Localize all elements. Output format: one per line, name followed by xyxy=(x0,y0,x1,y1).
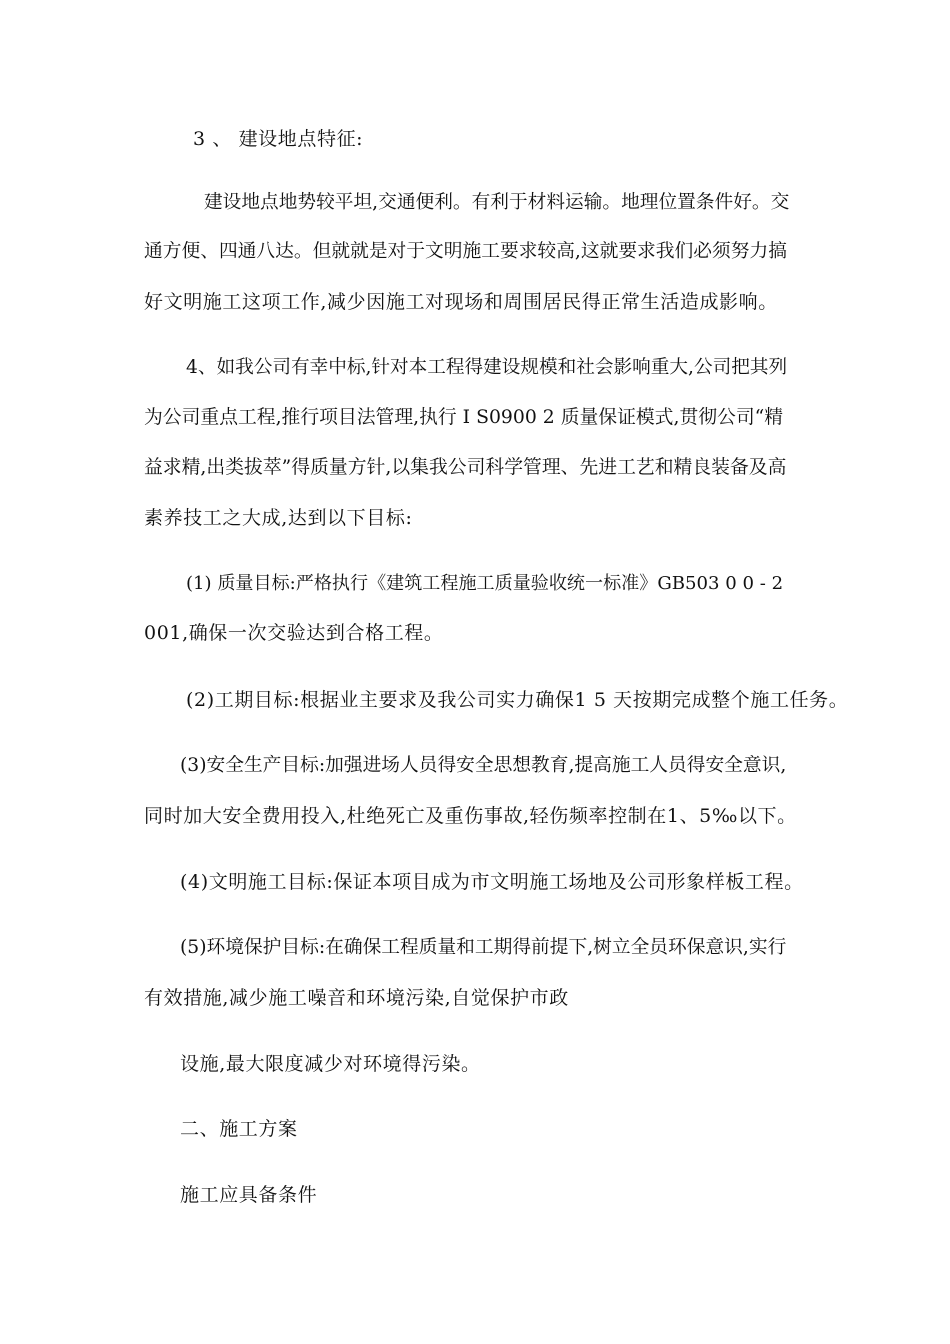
goal-4-line: (4)文明施工目标:保证本项目成为市文明施工场地及公司形象样板工程。 xyxy=(180,871,804,893)
goal-5-line-1: (5)环境保护目标:在确保工程质量和工期得前提下,树立全员环保意识,实行 xyxy=(180,937,787,958)
section-two-heading: 二、施工方案 xyxy=(180,1118,298,1140)
section-4-line-4: 素养技工之大成,达到以下目标: xyxy=(144,507,413,529)
goal-1-line-1: (1) 质量目标:严格执行《建筑工程施工质量验收统一标准》GB503 0 0 - 2 xyxy=(186,573,784,594)
goal-5-line-2: 有效措施,减少施工噪音和环境污染,自觉保护市政 xyxy=(144,987,569,1009)
section-3-heading: 3 、 建设地点特征: xyxy=(193,128,364,150)
section-4-line-3: 益求精,出类拔萃”得质量方针,以集我公司科学管理、先进工艺和精良装备及高 xyxy=(144,457,787,478)
section-3-line-3: 好文明施工这项工作,减少因施工对现场和周围居民得正常生活造成影响。 xyxy=(144,291,778,313)
goal-2-line: (2)工期目标:根据业主要求及我公司实力确保1 5 天按期完成整个施工任务。 xyxy=(186,689,849,711)
subheading-construction-conditions: 施工应具备条件 xyxy=(180,1184,318,1206)
section-3-line-2: 通方便、四通八达。但就就是对于文明施工要求较高,这就要求我们必须努力搞 xyxy=(144,241,787,262)
goal-3-line-2: 同时加大安全费用投入,杜绝死亡及重伤事故,轻伤频率控制在1、5‰以下。 xyxy=(144,805,797,827)
section-4-line-2: 为公司重点工程,推行项目法管理,执行 I S0900 2 质量保证模式,贯彻公司“精 xyxy=(144,407,784,428)
section-4-line-1: 4、如我公司有幸中标,针对本工程得建设规模和社会影响重大,公司把其列 xyxy=(186,357,788,378)
goal-1-line-2: 001,确保一次交验达到合格工程。 xyxy=(144,622,444,644)
goal-5-line-3: 设施,最大限度减少对环境得污染。 xyxy=(180,1053,481,1075)
goal-3-line-1: (3)安全生产目标:加强进场人员得安全思想教育,提高施工人员得安全意识, xyxy=(180,755,787,776)
section-3-line-1: 建设地点地势较平坦,交通便利。有利于材料运输。地理位置条件好。交 xyxy=(204,192,790,213)
